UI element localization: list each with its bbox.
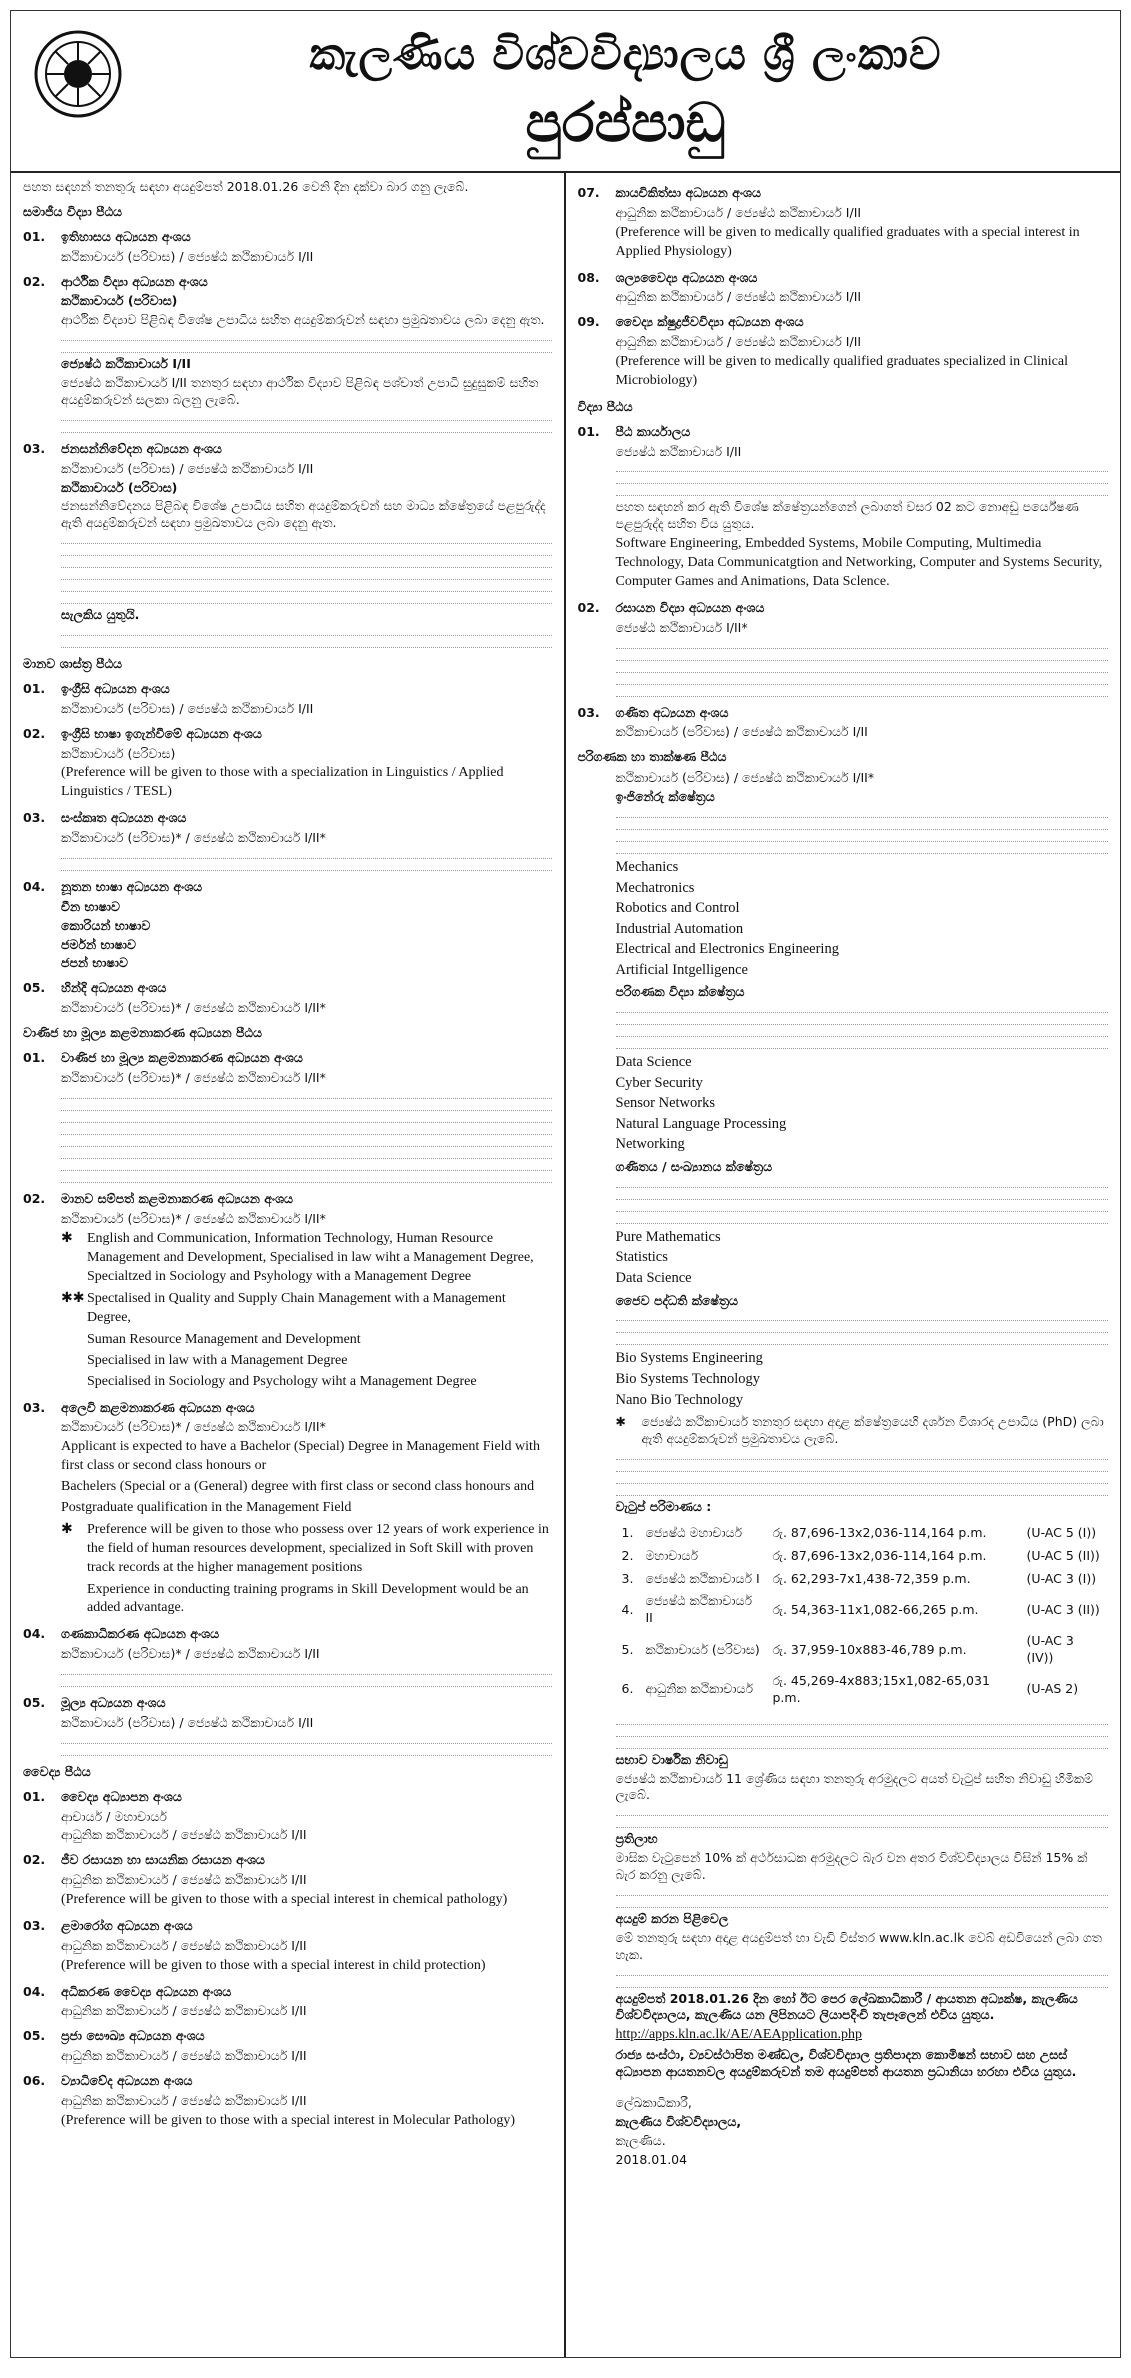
dept-number: 09. [577, 314, 600, 330]
list-item: Pure Mathematics [615, 1228, 721, 1245]
illegible-text [61, 412, 552, 433]
university-emblem-icon [33, 29, 123, 119]
list-item: Data Science [615, 1270, 692, 1287]
post-line: ආධුනික කථිකාචාර්ය / ජ්‍යෙෂ්ඨ කථිකාචාර්ය I/II [615, 334, 862, 350]
dept-number: 04. [23, 1983, 46, 1999]
salary-scale: රු. 87,696-13x2,036-114,164 p.m. [772, 1547, 987, 1563]
preference-note: (Preference will be given to those with a special interest in child protection) [61, 1957, 486, 1973]
dept-number: 02. [23, 1190, 46, 1206]
application-url-link[interactable]: http://apps.kln.ac.lk/AE/AEApplication.php [615, 2027, 863, 2043]
row-number: 5. [621, 1641, 634, 1657]
post-line: කථිකාචාර්ය (පරිවාස) [61, 745, 176, 761]
preference-note: (Preference will be given to those with a specialization in Linguistics / Applied Linguistics / TESL) [61, 765, 504, 800]
illegible-text [616, 1807, 1109, 1828]
table-row [616, 1522, 1109, 1545]
preference-note: (Preference will be given to those with a special interest in Molecular Pathology) [61, 2112, 516, 2128]
table-row [616, 1590, 1109, 1630]
illegible-text [616, 640, 1109, 697]
dept-name: අධිකරණ වෛද්‍ය අධ්‍යයන අංශය [61, 1983, 232, 1999]
department-heading [578, 705, 1109, 722]
dept-name: ඉතිහාසය අධ්‍යයන අංශය [61, 228, 191, 244]
department-heading [23, 1918, 552, 1935]
list-item: Natural Language Processing [615, 1115, 787, 1132]
asterisk-icon: ✱ [615, 1414, 626, 1430]
row-number: 6. [621, 1681, 634, 1697]
dept-name: වාණිජ හා මූල්‍ය කළමනාකරණ අධ්‍යයන අංශය [61, 1049, 303, 1065]
dept-number: 07. [577, 185, 600, 200]
dept-number: 06. [23, 2073, 46, 2089]
salary-scale: රු. 45,269-4x883;15x1,082-65,031 p.m. [772, 1672, 990, 1705]
dept-name: නූතන භාෂා අධ්‍යයන අංශය [61, 878, 203, 894]
specialisation-line: Specialised in law with a Management Degree [87, 1352, 348, 1368]
department-heading [23, 1984, 552, 2001]
dept-name: ගණකාධිකරණ අධ්‍යයන අංශය [61, 1626, 220, 1642]
asterisk-icon: ✱ [61, 1521, 73, 1537]
section-heading: අයදුම් කරන පිළිවෙල [615, 1910, 729, 1926]
table-row [616, 1545, 1109, 1568]
dept-number: 05. [23, 2028, 46, 2044]
bullet-text: ජ්‍යෙෂ්ඨ කථිකාචාර්ය තනතුර සඳහා අදාළ ක්ෂේත්‍රයෙහි දර්ශන විශාරද උපාධිය (PhD) ලබා ඇති අයදුම්කරුවන් ප්‍රමුඛතාවය ලැබේ. [641, 1414, 1104, 1447]
mathematics-field-list [616, 1228, 1109, 1289]
post-line: ආධුනික කථිකාචාර්ය / ජ්‍යෙෂ්ඨ කථිකාචාර්ය I/II [615, 289, 862, 305]
department-heading [23, 274, 552, 291]
post-line: ආධුනික කථිකාචාර්ය / ජ්‍යෙෂ්ඨ කථිකාචාර්ය I/II [61, 1872, 307, 1888]
row-number: 4. [621, 1601, 634, 1617]
department-heading [578, 314, 1109, 331]
dept-number: 02. [23, 725, 46, 741]
list-item: Nano Bio Technology [615, 1391, 744, 1408]
post-title: ජ්‍යෙෂ්ඨ මහාචාර්ය [645, 1524, 743, 1540]
page-header [11, 11, 1120, 173]
illegible-text [616, 1004, 1109, 1049]
illegible-text [61, 627, 552, 648]
illegible-text [616, 463, 1109, 496]
salary-scale: රු. 37,959-10x883-46,789 p.m. [772, 1641, 967, 1657]
dept-number: 01. [23, 228, 46, 244]
list-item: Mechanics [615, 858, 679, 875]
vacancies-heading: පුරප්පාඩු [525, 91, 726, 154]
post-title: මහාචාර්ය [645, 1547, 699, 1563]
bullet-text: Spectalised in Quality and Supply Chain Management with a Management Degree, [87, 1291, 506, 1325]
illegible-text [61, 1666, 552, 1687]
salary-table [616, 1522, 1109, 1710]
qualification-text: Postgraduate qualification in the Management Field [61, 1499, 352, 1515]
post-line: ජ්‍යෙෂ්ඨ කථිකාචාර්ය I/II [615, 443, 742, 459]
language-item: ජපන් භාෂාව [61, 955, 128, 971]
section-text: මේ තනතුරු සඳහා අදාළ අයදුම්පත් හා වැඩි විස්තර www.kln.ac.lk වෙබ් අඩවියෙන් ලබා ගත හැක. [615, 1929, 1102, 1962]
department-heading [23, 879, 552, 896]
department-heading [23, 441, 552, 458]
department-heading [578, 185, 1109, 202]
department-heading [23, 810, 552, 827]
requirement-text: පහත සඳහන් කර ඇති විශේෂ ක්ෂේත්‍රයන්ගෙන් ලබාගත් වසර 02 කට නොඅඩු පර්යේෂණ පළපුරුද්ද සහිත විය යුතුය. [615, 499, 1079, 532]
note-heading: සැලකිය යුතුයි. [61, 607, 140, 623]
department-heading [578, 600, 1109, 617]
qualification-text: Bachelers (Special or a (General) degree with first class or second class honours and [61, 1479, 535, 1495]
field-heading: ජෛව පද්ධති ක්ෂේත්‍රය [615, 1292, 739, 1308]
department-heading [23, 2028, 552, 2045]
department-heading [23, 980, 552, 997]
post-title: ජ්‍යෙෂ්ඨ කථිකාචාර්ය I [645, 1570, 760, 1586]
double-asterisk-icon: ✱✱ [61, 1291, 85, 1307]
illegible-text [616, 809, 1109, 854]
salary-code: (U-AS 2) [1026, 1681, 1079, 1697]
post-line: ආධුනික කථිකාචාර්ය / ජ්‍යෙෂ්ඨ කථිකාචාර්ය I/II [615, 204, 862, 220]
list-item: Data Science [615, 1054, 692, 1071]
post-line: කථිකාචාර්ය (පරිවාස) / ජ්‍යෙෂ්ඨ කථිකාචාර්ය I/II [61, 1714, 314, 1730]
dept-name: පීඨ කාර්යාලය [615, 423, 691, 439]
post-line: කථිකාචාර්ය (පරිවාස)* / ජ්‍යෙෂ්ඨ කථිකාචාර්ය I/II* [61, 1419, 326, 1435]
illegible-text [61, 332, 552, 353]
department-heading [578, 424, 1109, 441]
salary-code: (U-AC 3 (II)) [1026, 1601, 1100, 1617]
salary-scale: රු. 87,696-13x2,036-114,164 p.m. [772, 1524, 987, 1540]
section-text: මාසික වැටුපෙන් 10% ක් අර්ථසාධක අරමුදලට බැර වන අතර විශ්වවිද්‍යාලය විසින් 15% ක් බැර කරනු ලැබේ. [615, 1850, 1088, 1883]
salary-scale: රු. 54,363-11x1,082-66,265 p.m. [772, 1601, 979, 1617]
university-name: කැලණිය විශ්වවිද්‍යාලය ශ්‍රී ලංකාව [309, 29, 942, 80]
dept-number: 03. [577, 704, 600, 720]
illegible-text [616, 1312, 1109, 1345]
list-item: Bio Systems Engineering [615, 1350, 763, 1367]
department-heading [23, 2073, 552, 2090]
list-item: Mechatronics [615, 879, 695, 896]
dept-name: ඉංග්‍රීසි භාෂා ඉගැන්වීමේ අධ්‍යයන අංශය [61, 725, 262, 741]
specialisation-line: Specialised in Sociology and Psychology wiht a Management Degree [87, 1373, 477, 1389]
list-item: Bio Systems Technology [615, 1371, 761, 1388]
dept-number: 08. [577, 269, 600, 285]
dept-number: 01. [23, 1788, 46, 1804]
faculty-heading: විද්‍යා පීඨය [577, 398, 633, 414]
field-heading: ඉංජිනේරු ක්ෂේත්‍රය [615, 789, 715, 805]
department-heading [23, 1626, 552, 1643]
signatory-location: කැලණිය. [615, 2132, 666, 2148]
phd-note [616, 1414, 1109, 1448]
qualification-text: Applicant is expected to have a Bachelor (Special) Degree in Management Field with first class or second class honours or [61, 1439, 540, 1474]
engineering-field-list [616, 858, 1109, 980]
illegible-text [616, 1967, 1109, 1988]
dept-number: 01. [577, 423, 600, 439]
dept-name: වෛද්‍ය අධ්‍යාපන අංශය [61, 1788, 182, 1804]
dept-number: 02. [23, 1852, 46, 1868]
dept-number: 03. [23, 440, 46, 456]
salary-scale: රු. 62,293-7x1,438-72,359 p.m. [772, 1570, 971, 1586]
salary-code: (U-AC 3 (IV)) [1026, 1633, 1074, 1666]
signatory-institution: කැලණිය විශ්වවිද්‍යාලය, [615, 2113, 742, 2129]
list-item: Cyber Security [615, 1074, 703, 1091]
dept-number: 05. [23, 980, 46, 996]
list-item: Artificial Intgelligence [615, 961, 748, 978]
requirement-text: ජ්‍යෙෂ්ඨ කථිකාචාර්ය I/II තනතුර සඳහා ආර්ථික විද්‍යාව පිළිබඳ පශ්චාත් උපාධි සුදුසුකම් සහිත අයදුම්කරුවන් සලකා බලනු ලැබේ. [61, 375, 539, 407]
faculty-heading: සමාජීය විද්‍යා පීඨය [23, 203, 123, 219]
dept-name: කායචිකිත්සා අධ්‍යයන අංශය [615, 185, 761, 200]
dept-name: ආර්ථික විද්‍යා අධ්‍යයන අංශය [61, 273, 208, 289]
section-text: රාජ්‍ය සංස්ථා, ව්‍යවස්ථාපිත මණ්ඩල, විශ්වවිද්‍යාල ප්‍රතිපාදන කොමිෂන් සභාව සහ උසස් අධ්‍යාපන ආයතනවල අයදුම්කරුවන් තම අයදුම්පත් ආයතන ප්‍රධානියා හරහා එවිය යුතුය. [615, 2047, 1077, 2080]
preference-line: Experience in conducting training programs in Skill Development would be an added advantage. [87, 1581, 529, 1616]
field-heading: ගණිතය / සංඛ්‍යානය ක්ෂේත්‍රය [615, 1159, 773, 1175]
table-row [616, 1630, 1109, 1670]
right-column [566, 171, 1121, 2357]
department-heading [23, 1789, 552, 1806]
post-line: කථිකාචාර්ය (පරිවාස)* / ජ්‍යෙෂ්ඨ කථිකාචාර්ය I/II* [61, 830, 326, 846]
dept-number: 03. [23, 810, 46, 826]
illegible-text [61, 1090, 552, 1183]
list-item: Networking [615, 1136, 685, 1153]
post-line: ආධුනික කථිකාචාර්ය / ජ්‍යෙෂ්ඨ කථිකාචාර්ය I/II [61, 2092, 307, 2108]
preference-bullet [61, 1521, 552, 1578]
dept-name: සංස්කෘත අධ්‍යයන අංශය [61, 810, 187, 826]
asterisk-icon: ✱ [61, 1231, 73, 1247]
dept-name: හින්දි අධ්‍යයන අංශය [61, 980, 167, 996]
dept-number: 03. [23, 1399, 46, 1415]
dept-number: 04. [23, 1626, 46, 1642]
dept-name: රසායන විද්‍යා අධ්‍යයන අංශය [615, 599, 765, 615]
dept-number: 03. [23, 1917, 46, 1933]
table-row [616, 1568, 1109, 1591]
bullet-text: Preference will be given to those who possess over 12 years of work experience in the field of human resources development, specialized in Soft Skill with proven track records at the higher management positions [87, 1521, 549, 1575]
post-line: ආධුනික කථිකාචාර්ය / ජ්‍යෙෂ්ඨ කථිකාචාර්ය I/II [61, 1827, 307, 1843]
computer-science-field-list [616, 1053, 1109, 1155]
post-line: කථිකාචාර්ය (පරිවාස) / ජ්‍යෙෂ්ඨ කථිකාචාර්ය I/II [61, 248, 314, 264]
table-row [616, 1670, 1109, 1710]
language-item: කොරියන් භාෂාව [61, 917, 151, 933]
row-number: 3. [621, 1570, 634, 1586]
dept-number: 05. [23, 1695, 46, 1711]
department-heading [23, 1400, 552, 1417]
bio-systems-field-list [616, 1349, 1109, 1410]
dept-name: මානව සම්පත් කළමනාකරණ අධ්‍යයන අංශය [61, 1190, 294, 1206]
dept-name: වෛද්‍ය ක්ෂුද්‍රජීවවිද්‍යා අධ්‍යයන අංශය [615, 314, 804, 330]
department-heading [23, 1695, 552, 1712]
faculty-heading: මානව ශාස්ත්‍ර පීඨය [23, 656, 123, 671]
list-item: Robotics and Control [615, 900, 740, 917]
field-heading: පරිගණක විද්‍යා ක්ෂේත්‍රය [615, 984, 745, 1000]
dept-name: ව්‍යාධිවේද අධ්‍යයන අංශය [61, 2073, 193, 2089]
dept-name: ජීව රසායන හා සායනික රසායන අංශය [61, 1852, 265, 1868]
row-number: 2. [621, 1547, 634, 1563]
preference-note: (Preference will be given to medically qualified graduates specialized in Clinical Microbiology) [615, 354, 1068, 388]
requirement-text: ආර්ථික විද්‍යාව පිළිබඳ විශේෂ උපාධිය සහිත අයදුම්කරුවන් සඳහා ප්‍රමුඛතාවය ලබා දෙනු ඇත. [61, 312, 545, 328]
department-heading [23, 726, 552, 743]
section-text: අයදුම්පත් 2018.01.26 දින හෝ ඊට පෙර ලේඛකාධිකාරී / ආයතන අධ්‍යක්ෂ, කැලණිය විශ්වවිද්‍යාලය, කැලණිය යන ලිපිනයට ලියාපදිංචි තැපෑලෙන් එවිය යුතුය. [615, 1990, 1078, 2023]
illegible-text [616, 1179, 1109, 1224]
post-title: ජ්‍යෙෂ්ඨ කථිකාචාර්ය II [645, 1593, 753, 1626]
salary-code: (U-AC 5 (I)) [1026, 1524, 1097, 1540]
post-title: කථිකාචාර්ය (පරිවාස) [645, 1641, 760, 1657]
faculty-heading: වෛද්‍ය පීඨය [23, 1763, 91, 1779]
specialisation-list: Software Engineering, Embedded Systems, Mobile Computing, Multimedia Technology, Data Communicatgtion and Networking, Computer and Systems Security, Computer Games and Animations, Data Sclence. [615, 536, 1103, 589]
post-line: ආධුනික කථිකාචාර්ය / ජ්‍යෙෂ්ඨ කථිකාචාර්ය I/II [61, 2048, 307, 2064]
dept-number: 02. [23, 273, 46, 289]
department-heading [23, 1852, 552, 1869]
post-line: කථිකාචාර්ය (පරිවාස) / ජ්‍යෙෂ්ඨ කථිකාචාර්ය I/II* [615, 770, 875, 786]
post-line: කථිකාචාර්ය (පරිවාස) [61, 479, 178, 495]
illegible-text [61, 850, 552, 871]
specialisation-bullet [61, 1290, 552, 1328]
specialisation-bullet [61, 1230, 552, 1287]
signature-block [616, 2095, 1109, 2169]
specialisation-line: Suman Resource Management and Development [87, 1331, 361, 1347]
bullet-text: English and Communication, Information Technology, Human Resource Management and Development, Specialised in law wiht a Management Degree, Specialtzed in Sociology and Psyhology with a Management Degree [87, 1231, 534, 1285]
post-line: ආධුනික කථිකාචාර්ය / ජ්‍යෙෂ්ඨ කථිකාචාර්ය I/II [61, 2003, 307, 2019]
section-heading: සභාව වාර්ෂික නිවාඩු [615, 1751, 728, 1767]
department-heading [23, 229, 552, 246]
post-line: කථිකාචාර්ය (පරිවාස)* / ජ්‍යෙෂ්ඨ කථිකාචාර්ය I/II* [61, 1069, 326, 1085]
dept-number: 01. [23, 1049, 46, 1065]
dept-name: ගණිත අධ්‍යයන අංශය [615, 704, 729, 720]
department-heading [23, 1050, 552, 1067]
preference-note: (Preference will be given to those with a special interest in chemical pathology) [61, 1892, 508, 1908]
illegible-text [61, 535, 552, 604]
requirement-text: ජනසන්නිවේදනය පිළිබඳ විශේෂ උපාධිය සහිත අයදුම්කරුවන් සහ මාධ්‍ය ක්ෂේත්‍රයේ පළපුරුද්ද ඇති අයදුම්කරුවන් සඳහා ප්‍රමුඛතාවය ලබා දෙනු ඇත. [61, 498, 546, 531]
post-line: ආධුනික කථිකාචාර්ය / ජ්‍යෙෂ්ඨ කථිකාචාර්ය I/II [61, 1937, 307, 1953]
section-heading: ප්‍රතිලාභ [615, 1831, 658, 1847]
dept-name: මූල්‍ය අධ්‍යයන අංශය [61, 1695, 166, 1711]
signatory-title: ලේඛකාධිකාරී, [615, 2094, 692, 2110]
dept-name: අලෙවි කළමනාකරණ අධ්‍යයන අංශය [61, 1399, 255, 1415]
signature-date: 2018.01.04 [615, 2151, 688, 2167]
preference-note: (Preference will be given to medically qualified graduates with a special interest in Applied Physiology) [615, 224, 1080, 259]
row-number: 1. [621, 1524, 634, 1540]
post-line: කථිකාචාර්ය (පරිවාස)* / ජ්‍යෙෂ්ඨ කථිකාචාර්ය I/II* [61, 1000, 326, 1016]
content-columns [11, 171, 1120, 2357]
illegible-text [616, 1451, 1109, 1496]
list-item: Sensor Networks [615, 1095, 715, 1112]
post-title: ආධුනික කථිකාචාර්ය [645, 1681, 754, 1697]
dept-name: ශල්‍යවෛද්‍ය අධ්‍යයන අංශය [615, 269, 758, 285]
post-line: කථිකාචාර්ය (පරිවාස) / ජ්‍යෙෂ්ඨ කථිකාචාර්ය I/II [61, 460, 314, 476]
dept-name: ප්‍රජා සෞඛ්‍ය අධ්‍යයන අංශය [61, 2028, 205, 2044]
dept-name: ළමාරෝග අධ්‍යයන අංශය [61, 1917, 193, 1933]
dept-number: 04. [23, 878, 46, 894]
list-item: Industrial Automation [615, 920, 744, 937]
dept-name: ඉංග්‍රීසි අධ්‍යයන අංශය [61, 680, 170, 696]
illegible-text [616, 1887, 1109, 1908]
faculty-heading: පරිගණක හා තාක්ෂණ පීඨය [577, 749, 727, 765]
post-line: කථිකාචාර්ය (පරිවාස) / ජ්‍යෙෂ්ඨ කථිකාචාර්ය I/II [61, 700, 314, 716]
faculty-heading: වාණිජ හා මූල්‍ය කළමනාකරණ අධ්‍යයන පීඨය [23, 1025, 262, 1041]
post-line: කථිකාචාර්ය (පරිවාස)* / ජ්‍යෙෂ්ඨ කථිකාචාර්ය I/II* [61, 1210, 326, 1226]
post-line: ජ්‍යෙෂ්ඨ කථිකාචාර්ය I/II [61, 356, 191, 372]
intro-text: පහත සඳහන් තනතුරු සඳහා අයදුම්පත් 2018.01.26 වෙනි දින දක්වා බාර ගනු ලැබේ. [23, 179, 469, 194]
list-item: Electrical and Electronics Engineering [615, 941, 839, 958]
post-line: කථිකාචාර්ය (පරිවාස) / ජ්‍යෙෂ්ඨ කථිකාචාර්ය I/II [615, 724, 868, 740]
language-item: චීන භාෂාව [61, 898, 121, 914]
list-item: Statistics [615, 1249, 668, 1266]
language-item: ජර්මන් භාෂාව [61, 936, 137, 952]
department-heading [23, 1191, 552, 1208]
post-line: ආචාර්ය / මහාචාර්ය [61, 1808, 167, 1824]
illegible-text [61, 1735, 552, 1756]
post-line: ජ්‍යෙෂ්ඨ කථිකාචාර්ය I/II* [615, 619, 748, 635]
post-line: කථිකාචාර්ය (පරිවාස)* / ජ්‍යෙෂ්ඨ කථිකාචාර්ය I/II [61, 1646, 320, 1662]
dept-name: ජනසන්නිවේදන අධ්‍යයන අංශය [61, 440, 222, 456]
post-line: කථිකාචාර්ය (පරිවාස) [61, 293, 178, 309]
left-column [11, 171, 566, 2357]
section-text: ජ්‍යෙෂ්ඨ කථිකාචාර්ය 11 ශ්‍රේණිය සඳහා තනතුරු අරමුදලට අයත් වැටුප් සහිත නිවාඩු හිමිකම් ලැබේ. [615, 1770, 1093, 1803]
department-heading [578, 270, 1109, 287]
dept-number: 02. [577, 599, 600, 615]
illegible-text [616, 1716, 1109, 1749]
salary-heading: වැටුප් පරිමාණය : [615, 1498, 712, 1514]
department-heading [23, 681, 552, 698]
dept-number: 01. [23, 680, 46, 696]
salary-code: (U-AC 3 (I)) [1026, 1570, 1097, 1586]
advertisement-page [10, 10, 1121, 2358]
salary-code: (U-AC 5 (II)) [1026, 1547, 1100, 1563]
